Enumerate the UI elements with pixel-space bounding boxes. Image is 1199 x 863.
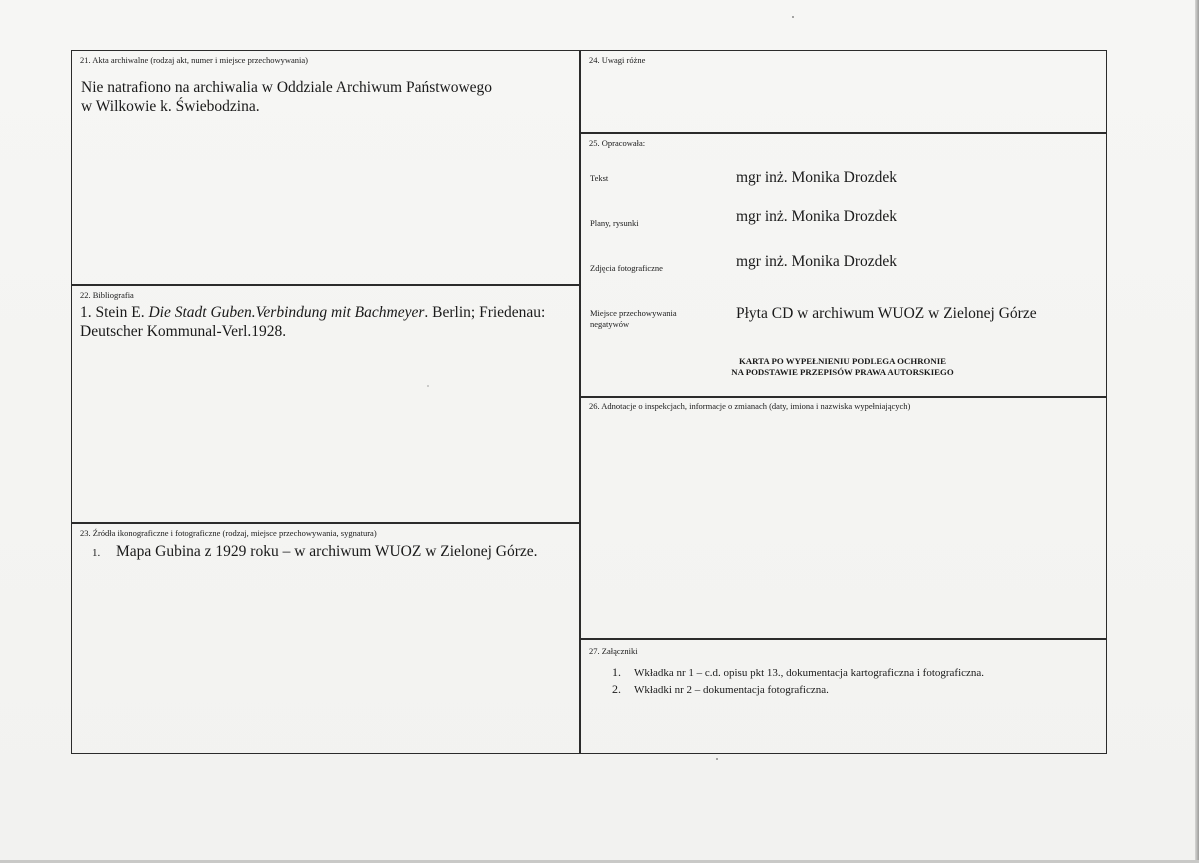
iconographic-item xyxy=(92,543,538,562)
paper-speck xyxy=(792,16,794,18)
attachment-text: Wkładka nr 1 – c.d. opisu pkt 13., dokumentacja kartograficzna i fotograficzna. xyxy=(634,667,985,679)
attachment-item xyxy=(612,665,984,680)
section-21-archives xyxy=(71,50,581,286)
section-27-header: 27. Załączniki xyxy=(589,646,638,656)
drawings-author-value: mgr inż. Monika Drozdek xyxy=(736,208,897,225)
paper-speck xyxy=(716,758,718,760)
section-25-header: 25. Opracowała: xyxy=(589,138,646,148)
drawings-author-label: Plany, rysunki xyxy=(590,218,639,228)
attachment-item xyxy=(612,682,829,697)
copyright-notice-line1: KARTA PO WYPEŁNIENIU PODLEGA OCHRONIE xyxy=(738,356,947,366)
scan-edge-right xyxy=(1195,0,1199,863)
attachment-num: 2. xyxy=(612,682,621,696)
section-21-text-line1: Nie natrafiono na archiwalia w Oddziale Archiwum Państwowego xyxy=(81,79,493,96)
section-27-attachments xyxy=(579,638,1107,754)
text-author-label: Tekst xyxy=(590,173,609,183)
section-25-prepared-by xyxy=(579,132,1107,398)
iconographic-item-text: Mapa Gubina z 1929 roku – w archiwum WUOZ w Zielonej Górze. xyxy=(116,543,538,560)
negatives-storage-label-1: Miejsce przechowywania xyxy=(590,308,677,318)
section-22-header: 22. Bibliografia xyxy=(80,290,134,300)
negatives-storage-label-2: negatywów xyxy=(590,319,630,329)
bibliography-item-rest: . Berlin; Friedenau: xyxy=(424,304,546,321)
section-24-remarks xyxy=(579,50,1107,134)
bibliography-item-line1 xyxy=(80,304,545,322)
section-22-bibliography xyxy=(71,284,581,524)
attachment-num: 1. xyxy=(612,665,621,679)
section-21-text-line2: w Wilkowie k. Świebodzina. xyxy=(81,98,260,115)
section-23-header: 23. Źródła ikonograficzne i fotograficzne (rodzaj, miejsce przechowywania, sygnatura) xyxy=(80,528,377,538)
bibliography-item-prefix: 1. Stein E. xyxy=(80,304,149,321)
photos-author-label: Zdjęcia fotograficzne xyxy=(590,263,663,273)
negatives-storage-value: Płyta CD w archiwum WUOZ w Zielonej Górze xyxy=(736,305,1037,322)
photos-author-value: mgr inż. Monika Drozdek xyxy=(736,253,897,270)
section-23-iconographic-sources xyxy=(71,522,581,754)
section-24-header: 24. Uwagi różne xyxy=(589,55,646,65)
copyright-notice-line2: NA PODSTAWIE PRZEPISÓW PRAWA AUTORSKIEGO xyxy=(731,367,954,377)
iconographic-item-num: 1. xyxy=(92,547,101,559)
section-21-header: 21. Akta archiwalne (rodzaj akt, numer i miejsce przechowywania) xyxy=(80,55,308,65)
section-26-annotations xyxy=(579,396,1107,640)
text-author-value: mgr inż. Monika Drozdek xyxy=(736,169,897,186)
bibliography-item-title: Die Stadt Guben.Verbindung mit Bachmeyer xyxy=(148,304,425,321)
attachment-text: Wkładki nr 2 – dokumentacja fotograficzna. xyxy=(634,684,829,696)
bibliography-item-line2: Deutscher Kommunal-Verl.1928. xyxy=(80,323,287,340)
section-26-header: 26. Adnotacje o inspekcjach, informacje o zmianach (daty, imiona i nazwiska wypełniających) xyxy=(589,401,911,411)
paper-speck xyxy=(427,385,429,387)
